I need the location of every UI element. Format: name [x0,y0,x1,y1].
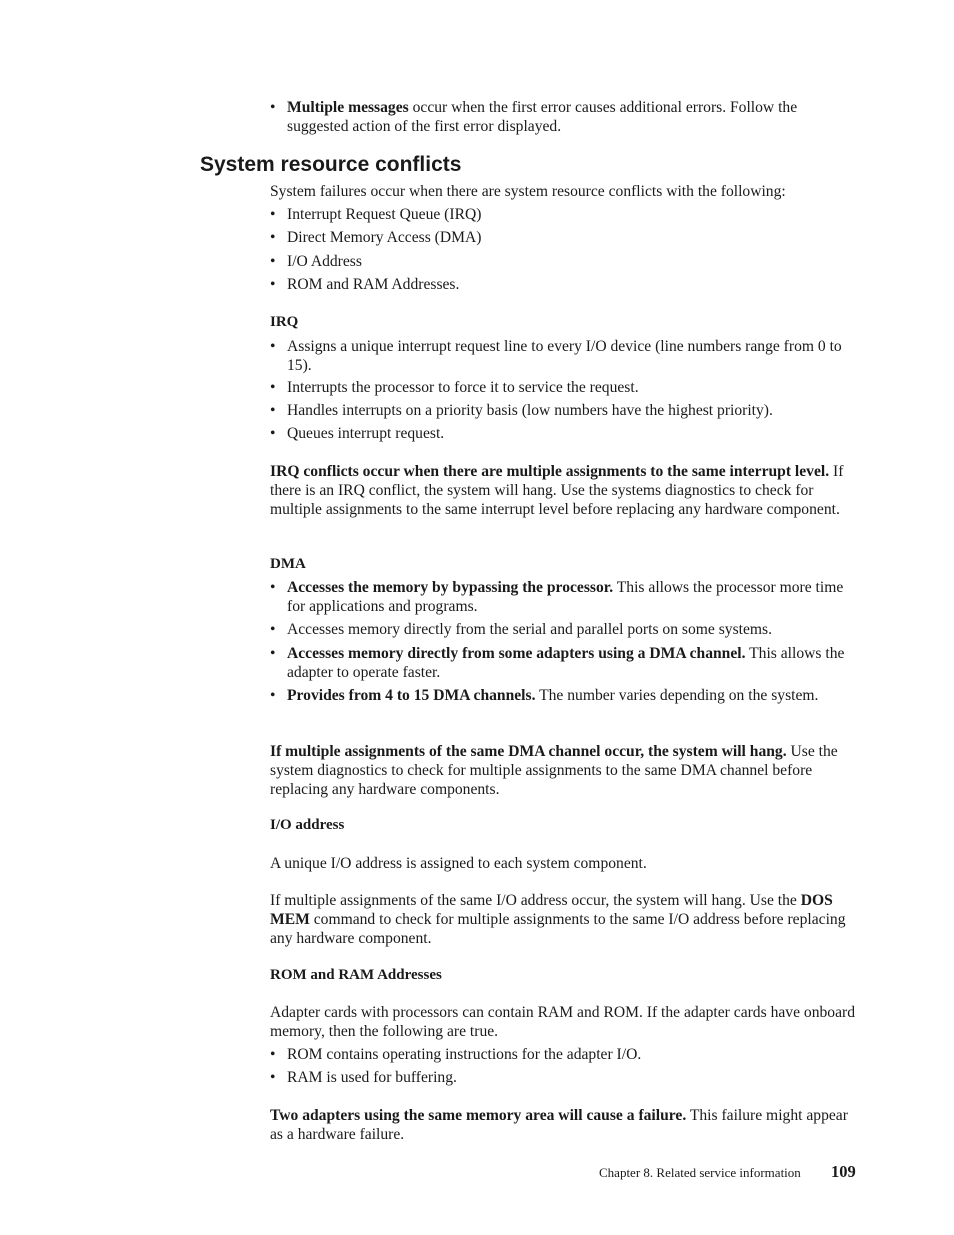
list-item-text: Direct Memory Access (DMA) [287,229,482,246]
list-item [270,644,860,682]
list-item-text: RAM is used for buffering. [287,1069,457,1086]
list-item [270,1068,860,1087]
bullet-icon: • [270,253,276,270]
list-item [270,228,860,247]
list-item-text: Interrupt Request Queue (IRQ) [287,206,482,223]
bullet-icon: • [270,1046,276,1063]
list-item [270,98,860,136]
list-item-text: ROM contains operating instructions for the adapter I/O. [287,1046,642,1063]
bullet-icon: • [270,338,276,355]
bullet-icon: • [270,276,276,293]
subheading-io-address: I/O address [270,817,345,833]
bullet-icon: • [270,579,276,596]
subheading-irq: IRQ [270,314,299,330]
list-item-text: Queues interrupt request. [287,425,445,442]
list-item [270,424,860,443]
list-item-text: The number varies depending on the system. [535,687,819,704]
irq-note [270,462,860,519]
dma-note-text: Use the system diagnostics to check for multiple assignments to the same DMA channel before replacing any hardware components. [270,743,838,798]
io-paragraph-2 [270,891,860,948]
dos-mem-command: DOS MEM [270,892,833,928]
list-item-text: Accesses memory directly from the serial and parallel ports on some systems. [287,621,773,638]
footer-chapter-title: Chapter 8. Related service information [599,1165,801,1180]
intro-paragraph: System failures occur when there are system resource conflicts with the following: [270,183,786,200]
list-item [270,620,860,639]
bullet-icon: • [270,99,276,116]
bullet-icon: • [270,645,276,662]
bullet-icon: • [270,379,276,396]
section-title: System resource conflicts [200,153,462,176]
bullet-icon: • [270,687,276,704]
rom-ram-note [270,1106,860,1144]
dma-note-bold: If multiple assignments of the same DMA channel occur, the system will hang. [270,743,787,760]
subheading-rom-ram: ROM and RAM Addresses [270,967,442,983]
list-item-text: Interrupts the processor to force it to service the request. [287,379,639,396]
list-item-text: Handles interrupts on a priority basis (low numbers have the highest priority). [287,402,773,419]
list-item-text: Assigns a unique interrupt request line to every I/O device (line numbers range from 0 to 15). [287,338,842,374]
list-item-text: This allows the adapter to operate faster. [287,645,845,681]
list-item-bold: Provides from 4 to 15 DMA channels. [287,687,536,704]
list-item [270,401,860,420]
list-item [270,686,860,705]
list-item-text: I/O Address [287,253,362,270]
bullet-icon: • [270,229,276,246]
dma-note [270,742,860,799]
list-item [270,378,860,397]
io-paragraph-2-text-end: command to check for multiple assignments to the same I/O address before replacing any hardware component. [270,911,846,947]
io-paragraph-1: A unique I/O address is assigned to each system component. [270,855,647,872]
bullet-icon: • [270,206,276,223]
irq-note-text: If there is an IRQ conflict, the system will hang. Use the systems diagnostics to check for multiple assignments to the same interrupt level before replacing any hardware component. [270,463,844,518]
list-item [270,205,860,224]
bullet-icon: • [270,402,276,419]
page-number: 109 [831,1162,856,1181]
rom-ram-paragraph: Adapter cards with processors can contain RAM and ROM. If the adapter cards have onboard memory, then the following are true. [270,1004,856,1040]
bullet-icon: • [270,425,276,442]
bullet-icon: • [270,1069,276,1086]
list-item-text: ROM and RAM Addresses. [287,276,460,293]
list-item [270,337,860,375]
io-paragraph-2-text: If multiple assignments of the same I/O address occur, the system will hang. Use the [270,892,801,909]
list-item-bold: Accesses memory directly from some adapters using a DMA channel. [287,645,746,662]
list-item-bold: Accesses the memory by bypassing the processor. [287,579,614,596]
rom-ram-note-bold: Two adapters using the same memory area will cause a failure. [270,1107,687,1124]
list-item [270,252,860,271]
list-item [270,578,860,616]
list-item-text: This allows the processor more time for applications and programs. [287,579,844,615]
list-item-text: occur when the first error causes additional errors. Follow the suggested action of the first error displayed. [287,99,798,135]
irq-note-bold: IRQ conflicts occur when there are multiple assignments to the same interrupt level. [270,463,830,480]
list-item [270,275,860,294]
bullet-icon: • [270,621,276,638]
rom-ram-note-text: This failure might appear as a hardware failure. [270,1107,848,1143]
subheading-dma: DMA [270,556,306,572]
list-item-bold: Multiple messages [287,99,409,116]
list-item [270,1045,860,1064]
